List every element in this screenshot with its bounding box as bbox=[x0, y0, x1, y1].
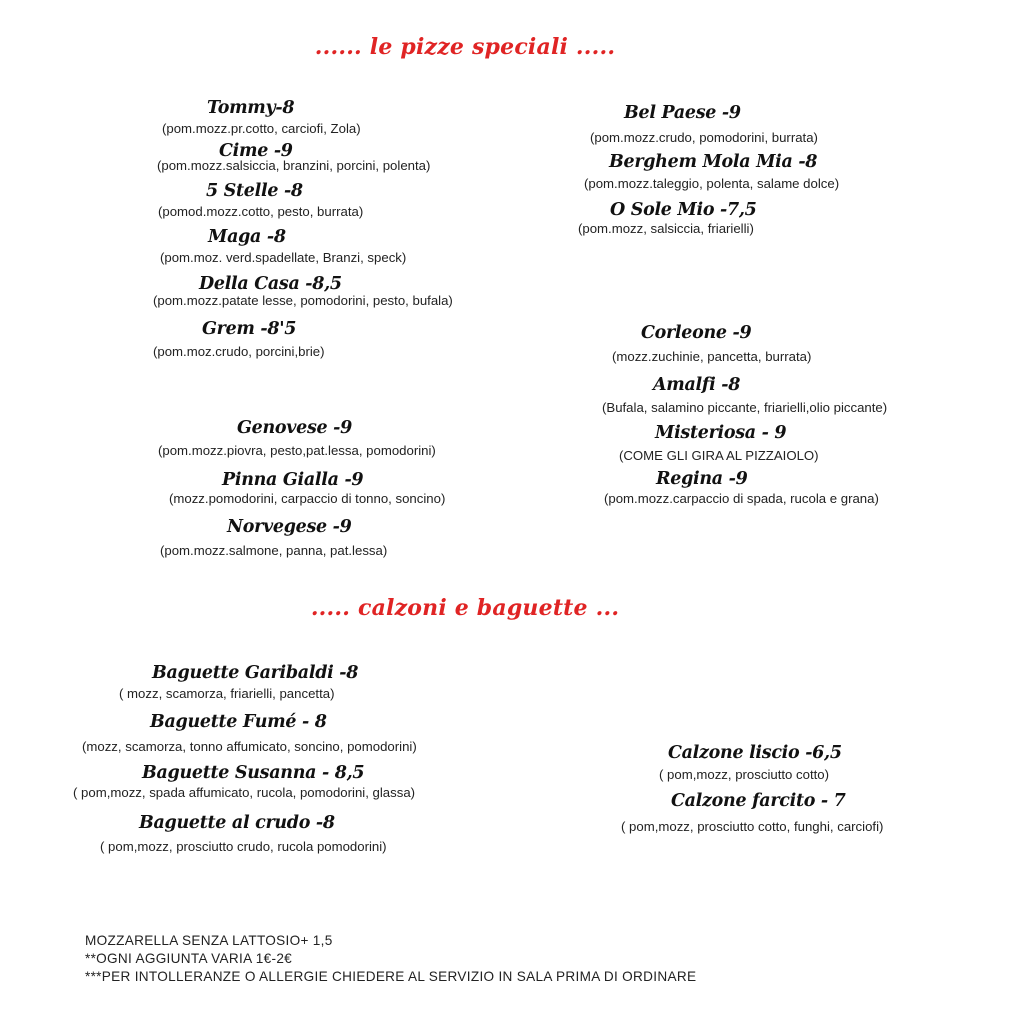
item-name-cinque-stelle: 5 Stelle -8 bbox=[206, 181, 303, 201]
item-desc-genovese: (pom.mozz.piovra, pesto,pat.lessa, pomodorini) bbox=[158, 443, 436, 458]
item-name-calzone-liscio: Calzone liscio -6,5 bbox=[668, 743, 842, 763]
item-desc-corleone: (mozz.zuchinie, pancetta, burrata) bbox=[612, 349, 812, 364]
item-name-berghem: Berghem Mola Mia -8 bbox=[609, 152, 818, 172]
item-desc-cime: (pom.mozz.salsiccia, branzini, porcini, polenta) bbox=[157, 158, 431, 173]
item-name-baguette-garibaldi: Baguette Garibaldi -8 bbox=[152, 663, 359, 683]
item-desc-regina: (pom.mozz.carpaccio di spada, rucola e grana) bbox=[604, 491, 879, 506]
section-title-calzoni: ..... calzoni e baguette ... bbox=[310, 595, 620, 621]
footer-allergy-note: ***PER INTOLLERANZE O ALLERGIE CHIEDERE AL SERVIZIO IN SALA PRIMA DI ORDINARE bbox=[85, 969, 697, 984]
item-name-o-sole-mio: O Sole Mio -7,5 bbox=[610, 200, 757, 220]
item-name-norvegese: Norvegese -9 bbox=[227, 517, 352, 537]
item-desc-o-sole-mio: (pom.mozz, salsiccia, friarielli) bbox=[578, 221, 754, 236]
item-name-baguette-fume: Baguette Fumé - 8 bbox=[150, 712, 327, 732]
item-desc-berghem: (pom.mozz.taleggio, polenta, salame dolce) bbox=[584, 176, 840, 191]
item-name-cime: Cime -9 bbox=[219, 141, 293, 161]
item-desc-maga: (pom.moz. verd.spadellate, Branzi, speck) bbox=[160, 250, 407, 265]
item-desc-bel-paese: (pom.mozz.crudo, pomodorini, burrata) bbox=[590, 130, 818, 145]
item-name-maga: Maga -8 bbox=[208, 227, 286, 247]
item-name-tommy: Tommy-8 bbox=[207, 98, 295, 118]
item-desc-grem: (pom.moz.crudo, porcini,brie) bbox=[153, 344, 325, 359]
item-desc-baguette-crudo: ( pom,mozz, prosciutto crudo, rucola pomodorini) bbox=[100, 839, 387, 854]
item-name-pinna-gialla: Pinna Gialla -9 bbox=[222, 470, 364, 490]
item-name-calzone-farcito: Calzone farcito - 7 bbox=[671, 791, 846, 811]
item-desc-della-casa: (pom.mozz.patate lesse, pomodorini, pesto, bufala) bbox=[153, 293, 453, 308]
item-name-corleone: Corleone -9 bbox=[641, 323, 752, 343]
item-name-regina: Regina -9 bbox=[656, 469, 748, 489]
item-desc-pinna-gialla: (mozz.pomodorini, carpaccio di tonno, soncino) bbox=[169, 491, 446, 506]
item-desc-tommy: (pom.mozz.pr.cotto, carciofi, Zola) bbox=[162, 121, 361, 136]
item-desc-baguette-susanna: ( pom,mozz, spada affumicato, rucola, pomodorini, glassa) bbox=[73, 785, 416, 800]
section-title-pizze: ...... le pizze speciali ..... bbox=[314, 34, 616, 60]
item-desc-baguette-fume: (mozz, scamorza, tonno affumicato, soncino, pomodorini) bbox=[82, 739, 417, 754]
item-desc-calzone-liscio: ( pom,mozz, prosciutto cotto) bbox=[659, 767, 830, 782]
item-name-bel-paese: Bel Paese -9 bbox=[624, 103, 741, 123]
item-desc-cinque-stelle: (pomod.mozz.cotto, pesto, burrata) bbox=[158, 204, 364, 219]
item-name-baguette-crudo: Baguette al crudo -8 bbox=[139, 813, 335, 833]
item-desc-calzone-farcito: ( pom,mozz, prosciutto cotto, funghi, carciofi) bbox=[621, 819, 884, 834]
item-name-baguette-susanna: Baguette Susanna - 8,5 bbox=[142, 763, 365, 783]
item-name-misteriosa: Misteriosa - 9 bbox=[655, 423, 787, 443]
item-name-grem: Grem -8'5 bbox=[202, 319, 297, 339]
item-desc-misteriosa: (COME GLI GIRA AL PIZZAIOLO) bbox=[619, 448, 819, 463]
footer-extra-note: **OGNI AGGIUNTA VARIA 1€-2€ bbox=[85, 951, 293, 966]
item-desc-norvegese: (pom.mozz.salmone, panna, pat.lessa) bbox=[160, 543, 388, 558]
footer-notes bbox=[85, 932, 696, 986]
item-name-della-casa: Della Casa -8,5 bbox=[199, 274, 342, 294]
item-desc-amalfi: (Bufala, salamino piccante, friarielli,olio piccante) bbox=[602, 400, 888, 415]
item-desc-baguette-garibaldi: ( mozz, scamorza, friarielli, pancetta) bbox=[119, 686, 335, 701]
item-name-genovese: Genovese -9 bbox=[237, 418, 352, 438]
footer-lactose-note: MOZZARELLA SENZA LATTOSIO+ 1,5 bbox=[85, 933, 333, 948]
item-name-amalfi: Amalfi -8 bbox=[653, 375, 741, 395]
